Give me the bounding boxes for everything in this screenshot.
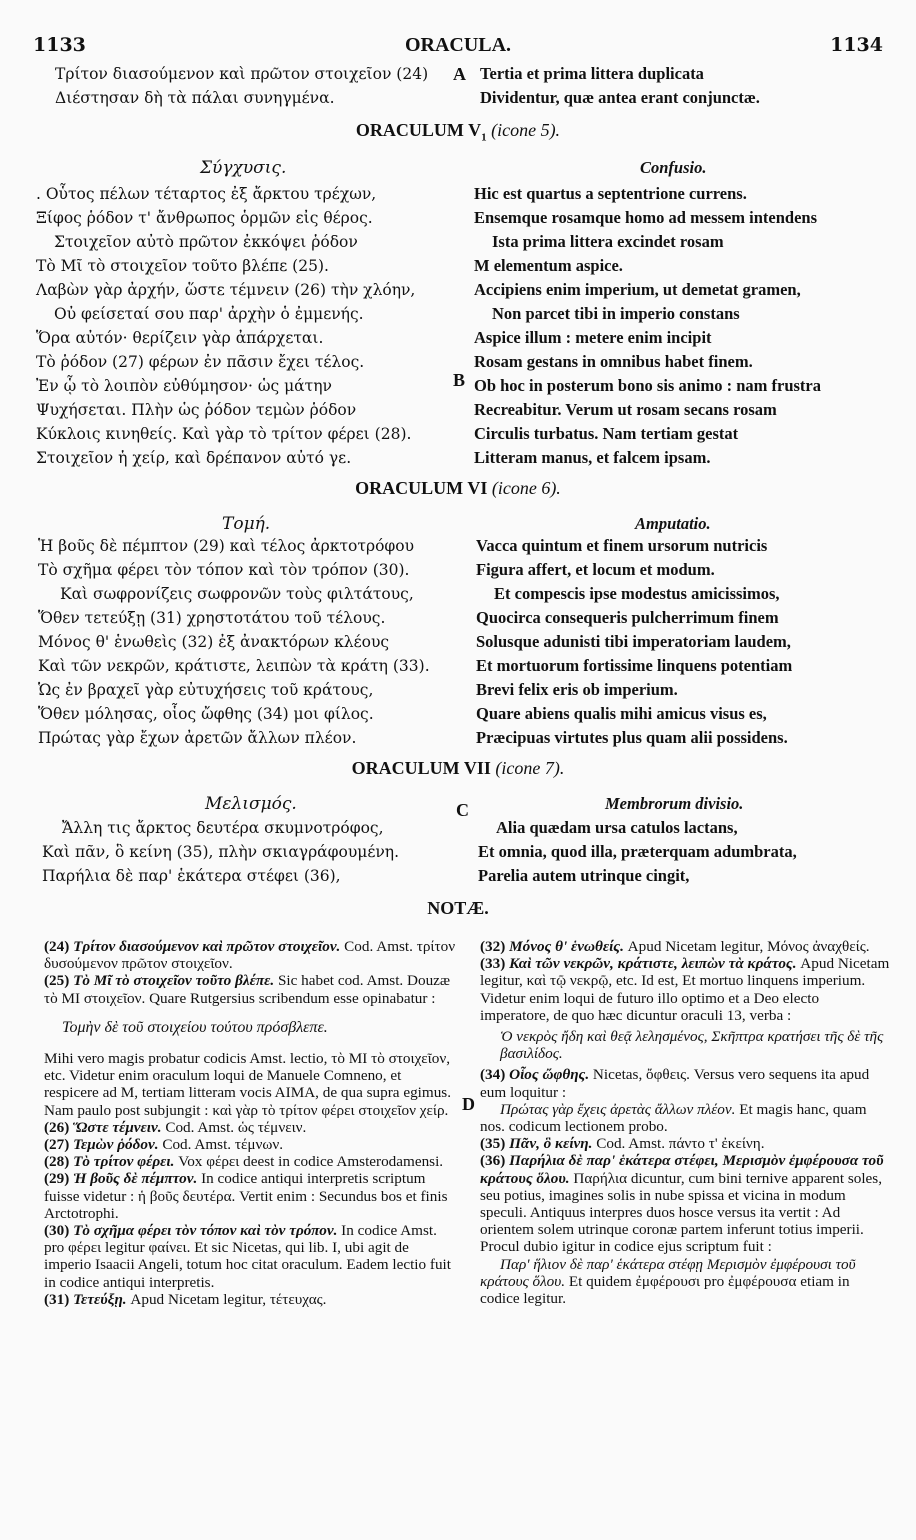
note-34: (34) Οἷος ὤφθης. Nicetas, ὄφθεις. Versus vero sequens ita apud eum loquitur : — [480, 1066, 870, 1101]
oracle-7-heading: ORACULUM VII (icone 7). — [351, 758, 565, 778]
oracle-5-latin-text: Hic est quartus a septentrione currens. Ensemque rosamque homo ad messem intendens Ista prima littera excindet rosam M elementum aspice. Accipiens enim imperium, ut demetat gramen, Non parcet tibi in imperio constans Aspice illum : metere enim incipit Rosam gestans in omnibus habet finem. Ob hoc in posterum bono sis animo : nam frustra Recreabitur. Verum ut rosam secans rosam Circulis turbatus. Nam tertiam gestat Litteram manus, et falcem ipsam. — [474, 184, 821, 467]
page-number-right: 1134 — [830, 34, 883, 56]
note-32: (32) Μόνος θ' ἑνωθείς. Apud Nicetam legitur, Μόνος ἀναχθείς. — [480, 938, 870, 955]
note-33: (33) Καὶ τῶν νεκρῶν, κράτιστε, λειπὼν τὰ κράτος. Apud Nicetam legitur, καὶ τῷ νεκρῷ, etc. Id est, Et mortuo linquens imperium. Videtur enim loqui de futuro illo optimo et a Deo electo imperatore, de quo hæc dicuntur oraculi 13, verba : — [480, 955, 890, 1024]
oracle-6-heading: ORACULUM VI (icone 6). — [355, 478, 561, 498]
note-31: (31) Τετεύξῃ. Apud Nicetam legitur, τέτευχας. — [44, 1290, 327, 1308]
margin-marker-c: C — [456, 800, 469, 820]
oracle-7-greek-title: Μελισμός. — [205, 794, 297, 814]
note-34-cont: Πρώτας γὰρ ἔχεις ἀρετὰς ἄλλων πλέον. Et magis hanc, quam nos. codicum lectionem probo. — [480, 1100, 867, 1136]
oracle-6-greek-title: Τομή. — [222, 514, 271, 534]
note-25: (25) Τὸ Μῖ τὸ στοιχεῖον τοῦτο βλέπε. Sic habet cod. Amst. Douzæ τὸ ΜΙ στοιχεῖον. Quare Rutgersius scribendum esse opinabatur : — [44, 972, 451, 1007]
margin-marker-b: B — [453, 370, 466, 390]
note-quote: Ὁ νεκρὸς ἤδη καὶ θεᾷ λελησμένος, Σκῆπτρα κρατήσει τῆς δὲ τῆς βασιλίδος. — [500, 1028, 884, 1063]
note-quote: Τομὴν δὲ τοῦ στοιχείου τούτου πρόσβλεπε. — [62, 1018, 328, 1036]
notes-right-column — [480, 938, 890, 1307]
note-36: (36) Παρήλια δὲ παρ' ἑκάτερα στέφει, Μερισμὸν ἐμφέρουσα τοῦ κράτους ὅλου. Παρήλια dicuntur, cum bini ternive apparent soles, seu potius, imagines solis in nube spissa et vicina in modum speculi. Antiquus interpres duos hosce versus ita vertit : Ad orientem solem utrinque coronæ partem inferunt totius imperii. Procul dubio igitur in codice ejus scriptum fuit : — [480, 1152, 884, 1256]
page-number-left: 1133 — [33, 34, 86, 56]
note-26: (26) Ὥστε τέμνειν. Cod. Amst. ὡς τέμνειν. — [44, 1118, 307, 1136]
notes-left-column — [44, 938, 456, 1308]
oracle-7-greek-text: Ἄλλη τις ἄρκτος δευτέρα σκυμνοτρόφος, Καὶ πᾶν, ὃ κείνη (35), πλὴν σκιαγράφουμένη. Παρήλια δὲ παρ' ἑκάτερα στέφει (36), — [42, 819, 399, 885]
oracle-6-greek-text: Ἡ βοῦς δὲ πέμπτον (29) καὶ τέλος ἀρκτοτρόφου Τὸ σχῆμα φέρει τὸν τόπον καὶ τὸν τρόπον (30). Καὶ σωφρονίζεις σωφρονῶν τοὺς φιλτάτους, Ὅθεν τετεύξῃ (31) χρηστοτάτου τοῦ τέλους. Μόνος θ' ἑνωθεὶς (32) ἐξ ἀνακτόρων κλέους Καὶ τῶν νεκρῶν, κράτιστε, λειπὼν τὰ κράτη (33). Ὡς ἐν βραχεῖ γὰρ εὐτυχήσεις τοῦ κράτους, Ὅθεν μόλησας, οἷος ὤφθης (34) μοι φίλος. Πρώτας γὰρ ἔχων ἀρετῶν ἄλλων πλέον. — [38, 537, 430, 747]
notes-heading: NOTÆ. — [427, 898, 489, 918]
note-28: (28) Τὸ τρίτον φέρει. Vox φέρει deest in codice Amsterodamensi. — [44, 1153, 444, 1171]
note-30: (30) Τὸ σχῆμα φέρει τὸν τόπον καὶ τὸν τρόπον. In codice Amst. pro φέρει legitur φαίνει. Et sic Nicetas, qui lib. I, ubi agit de imperio Isaacii Angeli, totum hoc citat oraculum. Eadem lectio fuit in codice antiqui interpretis. — [44, 1222, 451, 1291]
top-greek-lines — [55, 62, 428, 110]
note-24: (24) Τρίτον διασούμενον καὶ πρῶτον στοιχεῖον. Cod. Amst. τρίτον δυσούμενον πρῶτον στοιχεῖον. — [44, 938, 456, 973]
note-35: (35) Πᾶν, ὃ κείνη. Cod. Amst. πάντο τ' ἐκείνη. — [480, 1135, 765, 1153]
latin-line: Tertia et prima littera duplicata — [480, 64, 704, 83]
oracle-6-latin-title: Amputatio. — [635, 514, 711, 533]
greek-line: Διέστησαν δὴ τὰ πάλαι συνηγμένα. — [55, 89, 335, 107]
oracle-6-latin-text: Vacca quintum et finem ursorum nutricis Figura affert, et locum et modum. Et compescis ipse modestus amicissimos, Quocirca consequeris pulcherrimum finem Solusque adunisti tibi imperatoriam laudem, Et mortuorum fortissime linquens potentiam Brevi felix eris ob imperium. Quare abiens qualis mihi amicus visus es, Præcipuas virtutes plus quam alii possidens. — [476, 536, 793, 747]
note-27: (27) Τεμὼν ῥόδον. Cod. Amst. τέμνων. — [44, 1136, 284, 1154]
note-25-cont: Mihi vero magis probatur codicis Amst. lectio, τὸ ΜΙ τὸ στοιχεῖον, etc. Videtur enim oraculum loqui de Manuele Comneno, et respicere ad M, tertiam litteram vocis AIMA, de qua supra egimus. Nam paulo post subjungit : καὶ γὰρ τὸ τρίτον φέρει στοιχεῖον χείρ. — [44, 1050, 451, 1119]
oracle-5-greek-text: . Οὗτος πέλων τέταρτος ἐξ ἄρκτου τρέχων, Ξίφος ῥόδον τ' ἄνθρωπος ὁρμῶν εἰς θέρος. Στοιχεῖον αὐτὸ πρῶτον ἐκκόψει ῥόδον Τὸ Μῖ τὸ στοιχεῖον τοῦτο βλέπε (25). Λαβὼν γὰρ ἀρχήν, ὥστε τέμνειν (26) τὴν χλόην, Οὐ φείσεταί σου παρ' ἀρχὴν ὁ ἐμμενής. Ὅρα αὐτόν· θερίζειν γὰρ ἀπάρχεται. Τὸ ῥόδον (27) φέρων ἐν πᾶσιν ἔχει τέλος. Ἐν ᾧ τὸ λοιπὸν εὐθύμησον· ὡς μάτην Ψυχήσεται. Πλὴν ὡς ῥόδον τεμὼν ῥόδον Κύκλοις κινηθείς. Καὶ γὰρ τὸ τρίτον φέρει (28). Στοιχεῖον ἡ χείρ, καὶ δρέπανον αὐτό γε. — [36, 185, 416, 467]
latin-line: Dividentur, quæ antea erant conjunctæ. — [480, 88, 760, 107]
page-title: ORACULA. — [404, 34, 512, 56]
margin-marker-a: A — [453, 64, 466, 84]
oracle-7-latin-title: Membrorum divisio. — [605, 794, 744, 813]
oracle-5-greek-title: Σύγχυσις. — [200, 158, 287, 178]
oracle-7-latin-text: Alia quædam ursa catulos lactans, Et omnia, quod illa, præterquam adumbrata, Parelia autem utrinque cingit, — [478, 818, 797, 885]
note-29: (29) Ἡ βοῦς δὲ πέμπτον. In codice antiqui interpretis scriptum fuisse videtur : ἡ βοῦς δευτέρα. Vertit enim : Secundus bos et finis Arctotrophi. — [44, 1170, 448, 1222]
note-36-cont: Παρ' ἥλιον δὲ παρ' ἑκάτερα στέφῃ Μερισμὸν ἐμφέρουσι τοῦ κράτους ὅλου. Et quidem ἐμφέρουσι pro ἐμφέρουσα etiam in codice legitur. — [480, 1255, 856, 1308]
top-latin-lines — [480, 62, 760, 110]
greek-line: Τρίτον διασούμενον καὶ πρῶτον στοιχεῖον (24) — [55, 65, 429, 83]
oracle-5-heading: ORACULUM $V_1$ (icone 5). — [355, 120, 561, 144]
oracle-5-latin-title: Confusio. — [640, 158, 707, 177]
margin-marker-d: D — [462, 1094, 475, 1114]
